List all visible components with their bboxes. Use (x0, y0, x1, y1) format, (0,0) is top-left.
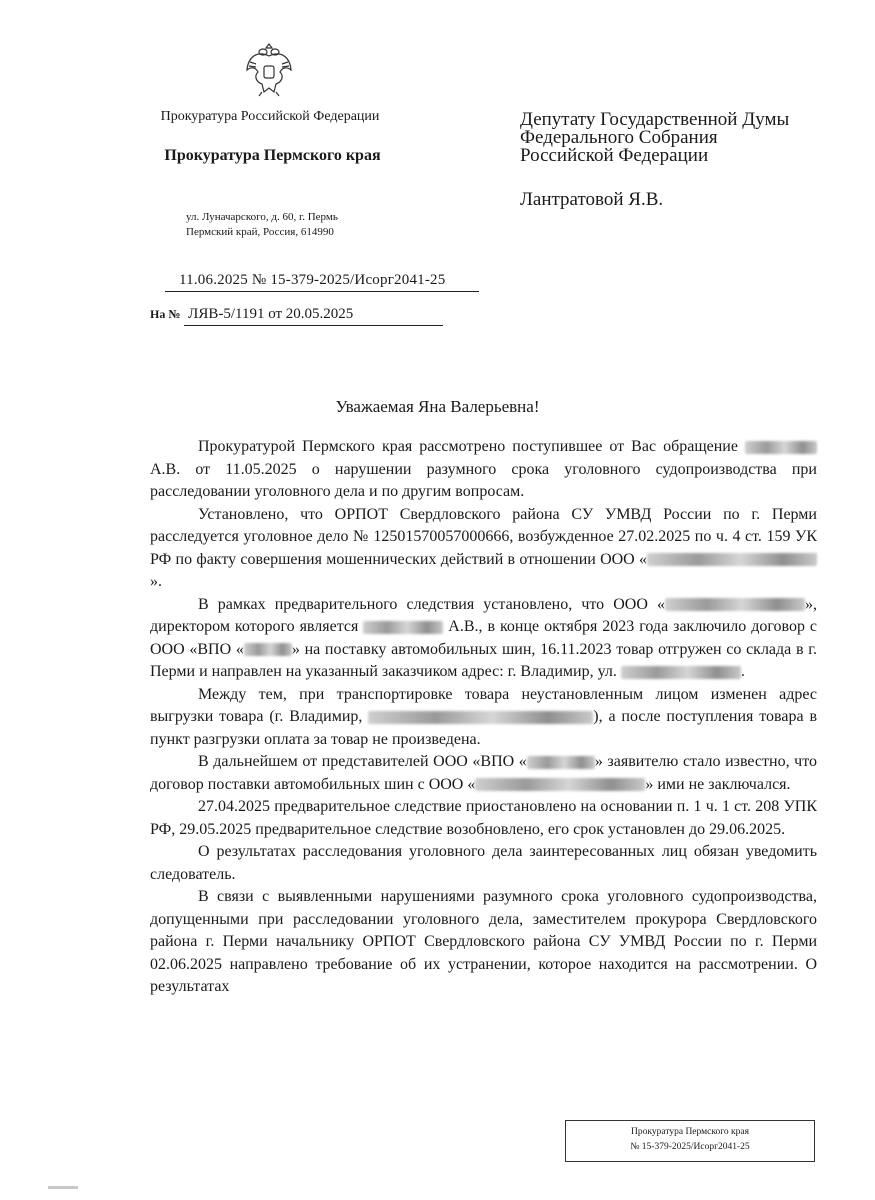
text: ), а после поступления товара в пункт разгрузки оплата за товар не произведена. (150, 708, 818, 748)
text: В рамках предварительного следствия установлено, что ООО « (198, 595, 665, 613)
sender-office: Прокуратура Пермского края (164, 147, 381, 164)
address-line: Пермский край, Россия, 614990 (186, 226, 334, 238)
text: » ими не заключался. (645, 775, 791, 793)
text: А.В. от 11.05.2025 о нарушении разумного срока уголовного судопроизводства при расследовании уголовного дела и по другим вопросам. (150, 460, 817, 500)
text: . (740, 663, 745, 680)
paragraph (150, 504, 817, 594)
reference-value: ЛЯВ-5/1191 от 20.05.2025 (184, 306, 443, 326)
greeting: Уважаемая Яна Валерьевна! (335, 397, 540, 416)
redacted-company (475, 778, 645, 791)
reference-label: На № (150, 307, 181, 321)
text: Установлено, что ОРПОТ Свердловского района СУ УМВД России по г. Перми расследуется уголовное дело № 12501570057000666, возбужденное 27.02.2025 по ч. 4 ст. 159 УК РФ по факту совершения мошеннических действий в отношении ООО « (150, 505, 817, 568)
paragraph (150, 594, 817, 684)
scan-artifact (48, 1186, 78, 1189)
redacted-company (647, 553, 817, 566)
stamp-line: Прокуратура Пермского края (631, 1127, 749, 1137)
outgoing-number (165, 272, 479, 292)
recipient-block (520, 111, 789, 209)
paragraph (150, 436, 817, 504)
coat-of-arms-icon (244, 40, 294, 98)
redacted-company (244, 643, 292, 656)
paragraph (150, 751, 817, 796)
text: Между тем, при транспортировке товара неустановленным лицом изменен адрес выгрузки товара (г. Владимир, (150, 685, 817, 725)
redacted-address (368, 711, 593, 724)
text: ». (150, 573, 162, 590)
text: А.В., в конце октября 2023 года заключило договор с ООО «ВПО « (150, 618, 817, 658)
recipient-line: Федерального Собрания (520, 127, 718, 148)
paragraph (150, 684, 817, 752)
paragraph: 27.04.2025 предварительное следствие приостановлено на основании п. 1 ч. 1 ст. 208 УПК РФ, 29.05.2025 предварительное следствие возобновлено, его срок установлен до 29.06.2025. (150, 798, 817, 838)
recipient-line: Российской Федерации (520, 145, 709, 166)
address-line: ул. Луначарского, д. 60, г. Пермь (186, 211, 338, 223)
text: Прокуратурой Пермского края рассмотрено поступившее от Вас обращение (198, 438, 738, 455)
text: В дальнейшем от представителей ООО «ВПО « (198, 753, 527, 770)
paragraph: О результатах расследования уголовного дела заинтересованных лиц обязан уведомить следователь. (150, 843, 817, 883)
reference-number (150, 306, 443, 326)
redacted-address (621, 666, 741, 679)
text: », директором которого является (150, 595, 817, 635)
letter-body (150, 436, 817, 999)
paragraph: В связи с выявленными нарушениями разумного срока уголовного судопроизводства, допущенными при расследовании уголовного дела, заместителем прокурора Свердловского района г. Перми начальнику ОРПОТ Свердловского района СУ УМВД России по г. Перми 02.06.2025 направлено требование об их устранении, которое находится на рассмотрении. О результатах (150, 888, 817, 995)
stamp-line: № 15-379-2025/Исорг2041-25 (630, 1142, 750, 1152)
text: » заявителю стало известно, что договор поставки автомобильных шин с ООО « (150, 753, 817, 793)
outgoing-number-value: 11.06.2025 № 15-379-2025/Исорг2041-25 (165, 272, 479, 292)
registration-stamp (565, 1120, 815, 1162)
redacted-company (665, 598, 805, 611)
redacted-company (527, 756, 595, 769)
sender-org: Прокуратура Российской Федерации (160, 109, 380, 124)
redacted-name (745, 441, 817, 454)
recipient-name: Лантратовой Я.В. (520, 189, 664, 210)
sender-address (186, 210, 338, 240)
redacted-name (363, 621, 443, 634)
text: » на поставку автомобильных шин, 16.11.2023 товар отгружен со склада в г. Перми и направлен на указанный заказчиком адрес: г. Владимир, ул. (150, 640, 817, 680)
recipient-line: Депутату Государственной Думы (520, 109, 790, 130)
